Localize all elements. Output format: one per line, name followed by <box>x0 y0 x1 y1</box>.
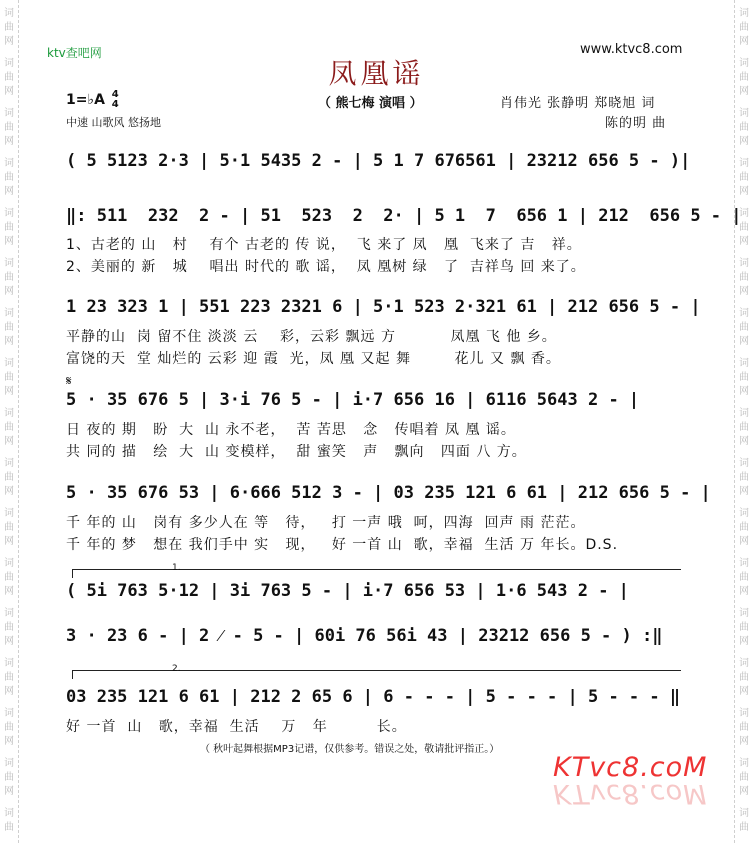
watermark-char: 网 <box>4 286 14 297</box>
lyric-line: 千 年的 梦 想在 我们手中 实 现， 好 一首 山 歌，幸福 生活 万 年长。D.S. <box>66 537 619 553</box>
watermark-char: 网 <box>4 36 14 47</box>
watermark-char: 词 <box>739 308 749 319</box>
score-row-intro: ( 5 5123 2·3 | 5·1 5435 2 - | 5 1 7 676561 | 23212 656 5 - )| <box>66 151 691 171</box>
watermark-char: 网 <box>739 86 749 97</box>
watermark-char: 词 <box>739 658 749 669</box>
watermark-char: 曲 <box>739 572 749 583</box>
watermark-char: 词 <box>739 608 749 619</box>
watermark-char: 曲 <box>739 772 749 783</box>
ktvc8-logo-reflection: KTvc8.coM <box>553 778 708 809</box>
watermark-char: 曲 <box>739 422 749 433</box>
watermark-char: 网 <box>4 486 14 497</box>
watermark-char: 词 <box>739 408 749 419</box>
second-ending-bracket <box>72 670 681 679</box>
watermark-char: 词 <box>739 358 749 369</box>
watermark-char: 网 <box>4 336 14 347</box>
lyric-line: 千 年的 山 岗有 多少人在 等 待， 打 一声 哦 呵，四海 回声 雨 茫茫。 <box>66 515 586 531</box>
watermark-char: 曲 <box>4 622 14 633</box>
key-label: 1=♭A <box>66 92 105 108</box>
watermark-char: 曲 <box>739 372 749 383</box>
watermark-char: 曲 <box>4 472 14 483</box>
watermark-char: 网 <box>739 36 749 47</box>
watermark-char: 曲 <box>4 72 14 83</box>
watermark-char: 曲 <box>4 22 14 33</box>
watermark-char: 网 <box>739 286 749 297</box>
right-watermark-column <box>734 0 753 843</box>
watermark-char: 网 <box>739 786 749 797</box>
watermark-char: 词 <box>739 8 749 19</box>
watermark-char: 网 <box>4 636 14 647</box>
watermark-char: 网 <box>4 586 14 597</box>
lyricist-credit: 肖伟光 张静明 郑晓旭 词 <box>500 96 656 111</box>
watermark-char: 曲 <box>739 172 749 183</box>
site-logo-text[interactable]: ktv查吧网 <box>47 46 102 60</box>
time-top: 4 <box>111 89 119 100</box>
watermark-char: 曲 <box>739 722 749 733</box>
key-signature <box>66 90 119 110</box>
watermark-char: 曲 <box>4 672 14 683</box>
transcriber-note: （ 秋叶起舞根据MP3记谱，仅供参考。错误之处，敬请批评指正。） <box>200 744 500 755</box>
time-signature <box>112 90 119 110</box>
watermark-char: 网 <box>4 186 14 197</box>
score-row-interlude-1: ( 5i 763 5·12 | 3i 763 5 - | i·7 656 53 | 1·6 543 2 - | <box>66 581 629 601</box>
watermark-char: 网 <box>739 586 749 597</box>
watermark-char: 曲 <box>739 122 749 133</box>
watermark-char: 词 <box>4 358 14 369</box>
watermark-char: 词 <box>739 708 749 719</box>
watermark-char: 词 <box>739 558 749 569</box>
first-ending-bracket <box>72 569 681 578</box>
lyric-line: 2、美丽的 新 城 唱出 时代的 歌 谣， 凤 凰树 绿 了 吉祥鸟 回 来了。 <box>66 259 586 275</box>
singer-credit: （ 熊七梅 演唱 ） <box>318 96 423 111</box>
watermark-char: 词 <box>739 458 749 469</box>
watermark-char: 曲 <box>4 522 14 533</box>
lyric-line: 共 同的 描 绘 大 山 变模样， 甜 蜜笑 声 飘向 四面 八 方。 <box>66 444 527 460</box>
watermark-char: 网 <box>4 686 14 697</box>
lyric-line: 好 一首 山 歌，幸福 生活 万 年 长。 <box>66 719 407 735</box>
watermark-char: 网 <box>4 436 14 447</box>
watermark-char: 曲 <box>739 322 749 333</box>
watermark-char: 网 <box>739 336 749 347</box>
second-ending-number: 2. <box>172 664 181 674</box>
watermark-char: 网 <box>739 686 749 697</box>
watermark-char: 曲 <box>4 272 14 283</box>
composer-credit: 陈的明 曲 <box>605 116 667 131</box>
first-ending-number: 1. <box>172 563 181 573</box>
watermark-char: 网 <box>4 86 14 97</box>
watermark-char: 网 <box>4 786 14 797</box>
watermark-char: 词 <box>4 408 14 419</box>
watermark-char: 网 <box>739 536 749 547</box>
lyric-line: 平静的山 岗 留不住 淡淡 云 彩，云彩 飘远 方 凤凰 飞 他 乡。 <box>66 329 557 345</box>
watermark-char: 曲 <box>4 372 14 383</box>
watermark-char: 曲 <box>4 122 14 133</box>
left-watermark-column <box>0 0 19 843</box>
watermark-char: 词 <box>4 58 14 69</box>
watermark-char: 曲 <box>739 622 749 633</box>
watermark-char: 词 <box>739 58 749 69</box>
watermark-char: 网 <box>739 236 749 247</box>
segno-sign: 𝄋 <box>66 374 72 389</box>
watermark-char: 网 <box>4 536 14 547</box>
watermark-char: 词 <box>739 258 749 269</box>
watermark-char: 曲 <box>4 572 14 583</box>
watermark-char: 网 <box>4 136 14 147</box>
score-row-verse-1: ‖: 511 232 2 - | 51 523 2 2· | 5 1 7 656 1 | 212 656 5 - | <box>66 206 742 226</box>
watermark-char: 网 <box>739 136 749 147</box>
watermark-char: 词 <box>4 308 14 319</box>
watermark-char: 网 <box>739 486 749 497</box>
watermark-char: 词 <box>739 208 749 219</box>
watermark-char: 曲 <box>4 772 14 783</box>
ktvc8-logo: KTvc8.coM <box>553 752 708 783</box>
watermark-char: 词 <box>4 758 14 769</box>
watermark-char: 曲 <box>4 722 14 733</box>
watermark-char: 网 <box>739 186 749 197</box>
watermark-char: 网 <box>4 236 14 247</box>
watermark-char: 网 <box>739 386 749 397</box>
watermark-char: 曲 <box>739 522 749 533</box>
watermark-char: 词 <box>739 158 749 169</box>
watermark-char: 网 <box>4 736 14 747</box>
watermark-char: 词 <box>4 558 14 569</box>
watermark-char: 词 <box>4 458 14 469</box>
watermark-char: 曲 <box>4 222 14 233</box>
watermark-char: 曲 <box>739 822 749 833</box>
watermark-char: 曲 <box>739 22 749 33</box>
score-row-interlude-2: 3 · 23 6 - | 2 ⁄ - 5 - | 60i 76 56i 43 | 23212 656 5 - ) :‖ <box>66 626 663 646</box>
tempo-marking: 中速 山歌风 悠扬地 <box>66 116 161 129</box>
watermark-char: 曲 <box>739 222 749 233</box>
watermark-char: 网 <box>739 736 749 747</box>
watermark-char: 词 <box>739 758 749 769</box>
watermark-char: 曲 <box>739 672 749 683</box>
score-row-chorus-2: 5 · 35 676 53 | 6·666 512 3 - | 03 235 121 6 61 | 212 656 5 - | <box>66 483 711 503</box>
site-url[interactable]: www.ktvc8.com <box>580 42 683 57</box>
lyric-line: 富饶的天 堂 灿烂的 云彩 迎 霞 光，凤 凰 又起 舞 花儿 又 飘 香。 <box>66 351 561 367</box>
watermark-char: 词 <box>739 808 749 819</box>
watermark-char: 词 <box>739 108 749 119</box>
watermark-char: 词 <box>4 808 14 819</box>
watermark-char: 词 <box>4 108 14 119</box>
watermark-char: 词 <box>4 658 14 669</box>
watermark-char: 词 <box>4 158 14 169</box>
watermark-char: 曲 <box>739 472 749 483</box>
watermark-char: 词 <box>4 258 14 269</box>
song-title: 凤凰谣 <box>328 57 425 90</box>
watermark-char: 曲 <box>4 822 14 833</box>
watermark-char: 曲 <box>739 272 749 283</box>
watermark-char: 词 <box>4 208 14 219</box>
watermark-char: 网 <box>4 386 14 397</box>
time-bottom: 4 <box>111 99 119 110</box>
watermark-char: 词 <box>4 608 14 619</box>
watermark-char: 曲 <box>739 72 749 83</box>
score-row-chorus-1: 5 · 35 676 5 | 3·i 76 5 - | i·7 656 16 | 6116 5643 2 - | <box>66 390 640 410</box>
score-row-verse-2: 1 23 323 1 | 551 223 2321 6 | 5·1 523 2·321 61 | 212 656 5 - | <box>66 297 701 317</box>
score-row-coda: 03 235 121 6 61 | 212 2 65 6 | 6 - - - | 5 - - - | 5 - - - ‖ <box>66 687 681 707</box>
watermark-char: 曲 <box>4 422 14 433</box>
watermark-char: 曲 <box>4 322 14 333</box>
watermark-char: 词 <box>4 708 14 719</box>
watermark-char: 词 <box>4 508 14 519</box>
watermark-char: 曲 <box>4 172 14 183</box>
watermark-char: 词 <box>739 508 749 519</box>
watermark-char: 网 <box>739 436 749 447</box>
watermark-char: 网 <box>739 636 749 647</box>
lyric-line: 1、古老的 山 村 有个 古老的 传 说， 飞 来了 凤 凰 飞来了 吉 祥。 <box>66 237 582 253</box>
lyric-line: 日 夜的 期 盼 大 山 永不老， 苦 苦思 念 传唱着 凤 凰 谣。 <box>66 422 516 438</box>
watermark-char: 词 <box>4 8 14 19</box>
